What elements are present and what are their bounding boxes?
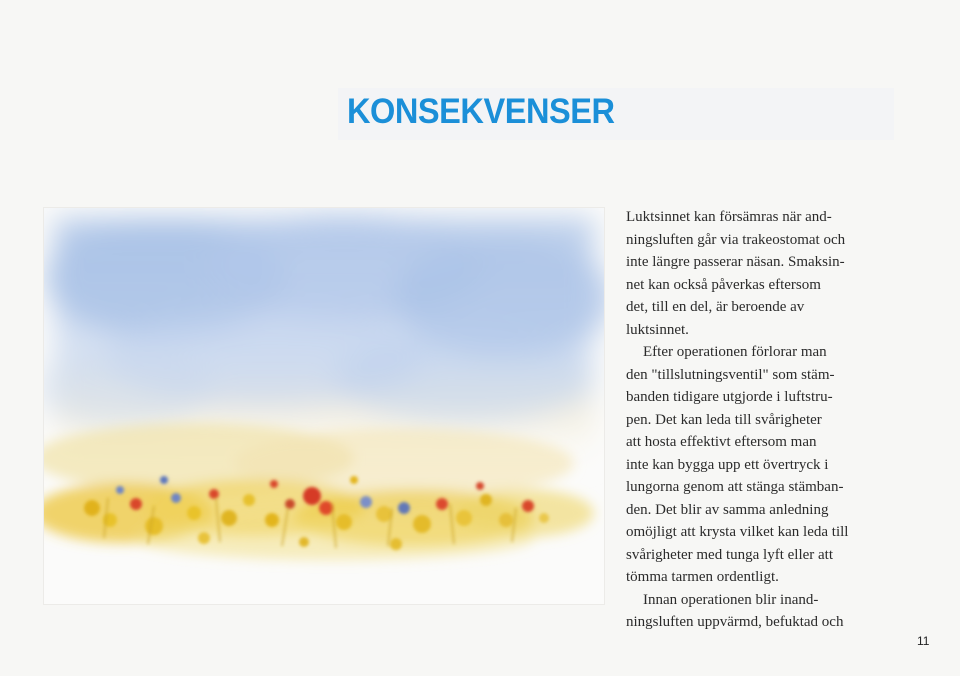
body-line: net kan också påverkas eftersom <box>626 276 821 293</box>
body-line: Luktsinnet kan försämras när and- <box>626 209 832 225</box>
body-line: inte kan bygga upp ett övertryck i <box>626 456 829 473</box>
body-line: banden tidigare utgjorde i luftstru- <box>626 389 833 405</box>
watercolor-illustration <box>44 208 604 604</box>
body-line: tömma tarmen ordentligt. <box>626 569 779 585</box>
body-line: ningsluften uppvärmd, befuktad och <box>626 614 844 630</box>
body-line: det, till en del, är beroende av <box>626 299 805 315</box>
body-line: luktsinnet. <box>626 321 689 338</box>
body-line: Innan operationen blir inand- <box>643 591 819 608</box>
body-line: lungorna genom att stänga stämban- <box>626 479 844 495</box>
body-line: svårigheter med tunga lyft eller att <box>626 546 834 563</box>
body-line: inte längre passerar näsan. Smaksin- <box>626 254 845 270</box>
body-line: att hosta effektivt eftersom man <box>626 434 817 450</box>
body-line: pen. Det kan leda till svårigheter <box>626 411 822 428</box>
body-line: omöjligt att krysta vilket kan leda till <box>626 524 849 540</box>
page-heading: KONSEKVENSER <box>347 92 615 131</box>
body-line: Efter operationen förlorar man <box>643 344 827 360</box>
body-text <box>626 206 926 634</box>
watercolor-meadow-icon <box>44 208 604 604</box>
body-line: den "tillslutningsventil" som stäm- <box>626 366 835 383</box>
body-line: den. Det blir av samma anledning <box>626 501 829 518</box>
body-line: ningsluften går via trakeostomat och <box>626 231 846 248</box>
page-number: 11 <box>917 634 930 648</box>
